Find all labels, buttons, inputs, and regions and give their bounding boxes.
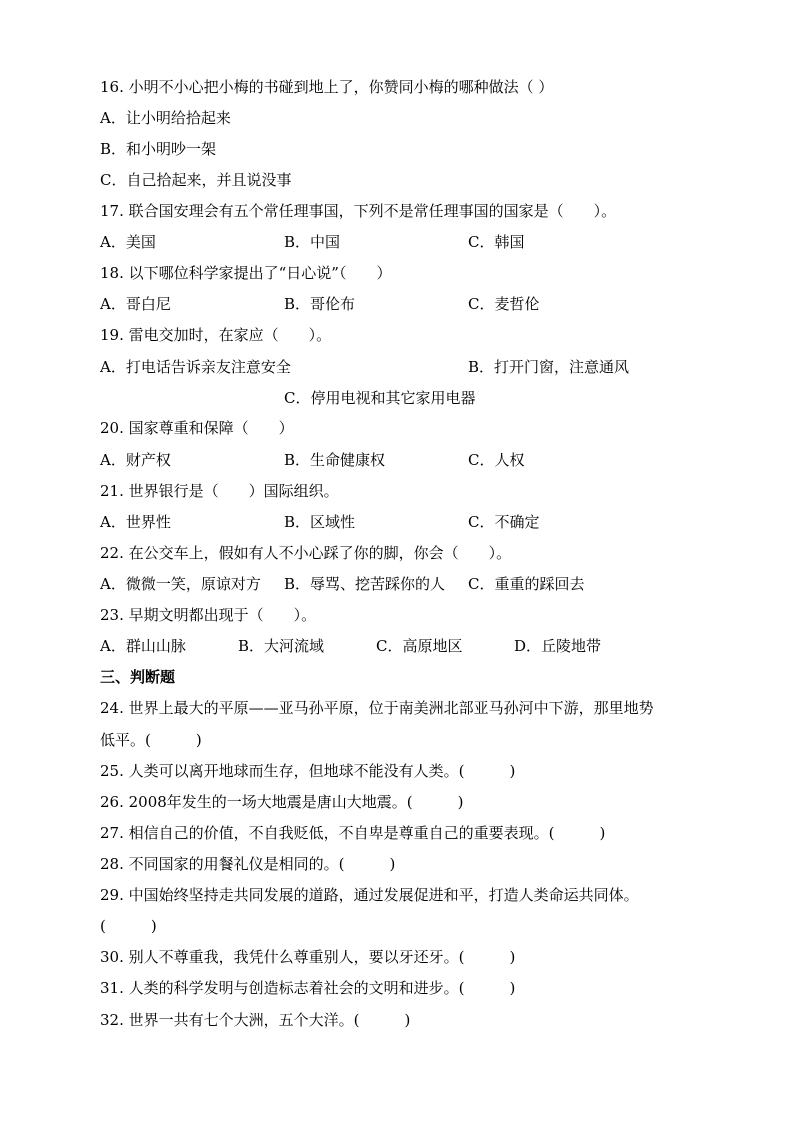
question-17-option-a: A．美国 — [100, 233, 156, 251]
judgment-24-line-1: 24. 世界上最大的平原——亚马孙平原，位于南美洲北部亚马孙河中下游，那里地势 — [100, 699, 654, 717]
question-22-option-b: B．辱骂、挖苦踩你的人 — [284, 575, 446, 593]
question-23-stem: 23. 早期文明都出现于（ ）。 — [100, 606, 317, 624]
judgment-29-line-2: ( ) — [100, 917, 157, 935]
judgment-29-line-1: 29. 中国始终坚持走共同发展的道路，通过发展促进和平，打造人类命运共同体。 — [100, 886, 639, 904]
question-20-stem: 20. 国家尊重和保障（ ） — [100, 419, 294, 437]
question-16-option-b: B．和小明吵一架 — [100, 140, 217, 158]
judgment-28: 28. 不同国家的用餐礼仪是相同的。( ) — [100, 855, 396, 873]
question-19-option-c: C．停用电视和其它家用电器 — [284, 389, 476, 407]
question-19-option-b: B．打开门窗，注意通风 — [468, 358, 630, 376]
question-21-option-c: C．不确定 — [468, 513, 540, 531]
question-18-option-c: C．麦哲伦 — [468, 295, 540, 313]
question-22-option-a: A．微微一笑，原谅对方 — [100, 575, 261, 593]
question-16-option-a: A．让小明给拾起来 — [100, 109, 231, 127]
question-23-option-b: B．大河流域 — [238, 637, 325, 655]
question-23-option-d: D．丘陵地带 — [514, 637, 602, 655]
question-20-option-c: C．人权 — [468, 451, 525, 469]
judgment-24-line-2: 低平。( ) — [100, 731, 202, 749]
question-20-option-a: A．财产权 — [100, 451, 171, 469]
question-17-stem: 17. 联合国安理会有五个常任理事国，下列不是常任理事国的国家是（ ）。 — [100, 202, 617, 220]
judgment-27: 27. 相信自己的价值，不自我贬低，不自卑是尊重自己的重要表现。( ) — [100, 824, 606, 842]
question-22-option-c: C．重重的踩回去 — [468, 575, 585, 593]
question-20-option-b: B．生命健康权 — [284, 451, 386, 469]
question-21-option-a: A．世界性 — [100, 513, 171, 531]
question-23-option-a: A．群山山脉 — [100, 637, 186, 655]
judgment-32: 32. 世界一共有七个大洲，五个大洋。( ) — [100, 1011, 411, 1029]
question-21-stem: 21. 世界银行是（ ）国际组织。 — [100, 482, 339, 500]
judgment-31: 31. 人类的科学发明与创造标志着社会的文明和进步。( ) — [100, 979, 516, 997]
judgment-26: 26. 2008年发生的一场大地震是唐山大地震。( ) — [100, 793, 464, 811]
question-19-option-a: A．打电话告诉亲友注意安全 — [100, 358, 291, 376]
question-19-stem: 19. 雷电交加时，在家应（ ）。 — [100, 326, 332, 344]
question-18-option-b: B．哥伦布 — [284, 295, 356, 313]
judgment-25: 25. 人类可以离开地球而生存，但地球不能没有人类。( ) — [100, 762, 516, 780]
question-17-option-c: C．韩国 — [468, 233, 525, 251]
question-17-option-b: B．中国 — [284, 233, 341, 251]
question-16-option-c: C．自己拾起来，并且说没事 — [100, 171, 292, 189]
question-16-stem: 16. 小明不小心把小梅的书碰到地上了，你赞同小梅的哪种做法（ ） — [100, 78, 554, 96]
question-22-stem: 22. 在公交车上，假如有人不小心踩了你的脚，你会（ ）。 — [100, 544, 512, 562]
section-title-judgment: 三、判断题 — [100, 668, 176, 686]
question-18-stem: 18. 以下哪位科学家提出了“日心说”（ ） — [100, 264, 392, 282]
question-18-option-a: A．哥白尼 — [100, 295, 171, 313]
question-21-option-b: B．区域性 — [284, 513, 356, 531]
question-23-option-c: C．高原地区 — [376, 637, 463, 655]
judgment-30: 30. 别人不尊重我，我凭什么尊重别人，要以牙还牙。( ) — [100, 948, 516, 966]
